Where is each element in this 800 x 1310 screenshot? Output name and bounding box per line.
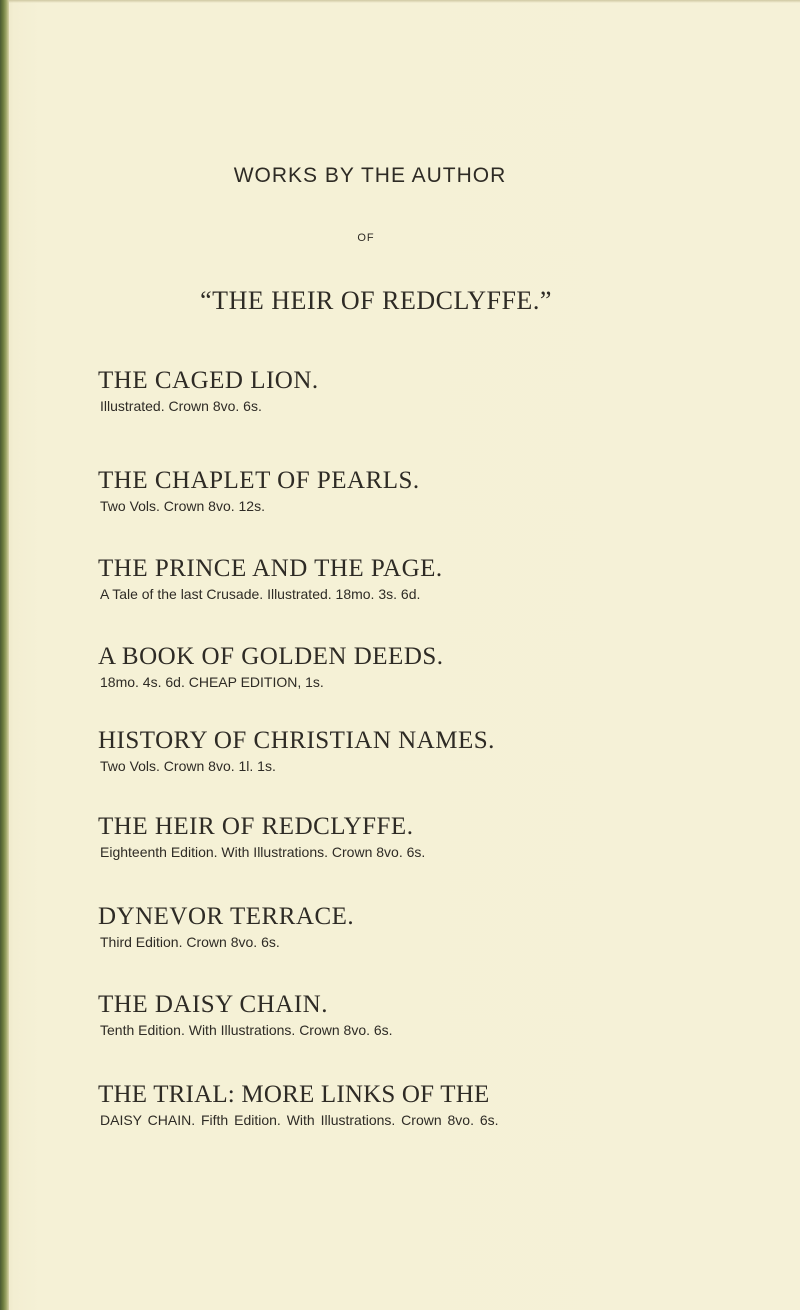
book-details: Eighteenth Edition. With Illustrations. Crown 8vo. 6s. [100,844,426,860]
book-entry [98,642,700,690]
book-title: THE TRIAL: MORE LINKS OF THE [98,1081,490,1108]
book-details: A Tale of the last Crusade. Illustrated. 18mo. 3s. 6d. [100,586,421,602]
page-top-edge [9,0,800,3]
book-entry [98,366,700,414]
header-of: OF [357,232,375,244]
book-entry [98,902,700,950]
book-title: THE HEIR OF REDCLYFFE. [98,813,414,840]
book-details: Illustrated. Crown 8vo. 6s. [100,398,262,414]
book-details: Two Vols. Crown 8vo. 1l. 1s. [100,758,276,774]
book-entry [98,1080,700,1128]
book-title: THE DAISY CHAIN. [98,991,328,1018]
book-details: Two Vols. Crown 8vo. 12s. [100,498,265,514]
book-title: HISTORY OF CHRISTIAN NAMES. [98,727,495,754]
book-details: Third Edition. Crown 8vo. 6s. [100,934,280,950]
book-title: THE PRINCE AND THE PAGE. [98,555,443,582]
book-entry [98,812,700,860]
header-works-by: WORKS BY THE AUTHOR [233,164,507,187]
page-gutter [0,0,9,1310]
book-entry [98,466,700,514]
book-entry [98,554,700,602]
book-entry [98,990,700,1038]
book-title: THE CHAPLET OF PEARLS. [98,467,420,494]
book-details: Tenth Edition. With Illustrations. Crown 8vo. 6s. [100,1022,393,1038]
book-title: DYNEVOR TERRACE. [98,903,355,930]
book-entry [98,726,700,774]
book-title: THE CAGED LION. [98,367,319,394]
book-details: 18mo. 4s. 6d. CHEAP EDITION, 1s. [100,674,324,690]
header-heir-title: “THE HEIR OF REDCLYFFE.” [200,286,552,315]
book-title: A BOOK OF GOLDEN DEEDS. [98,643,444,670]
book-details: DAISY CHAIN. Fifth Edition. With Illustrations. Crown 8vo. 6s. [100,1112,499,1128]
